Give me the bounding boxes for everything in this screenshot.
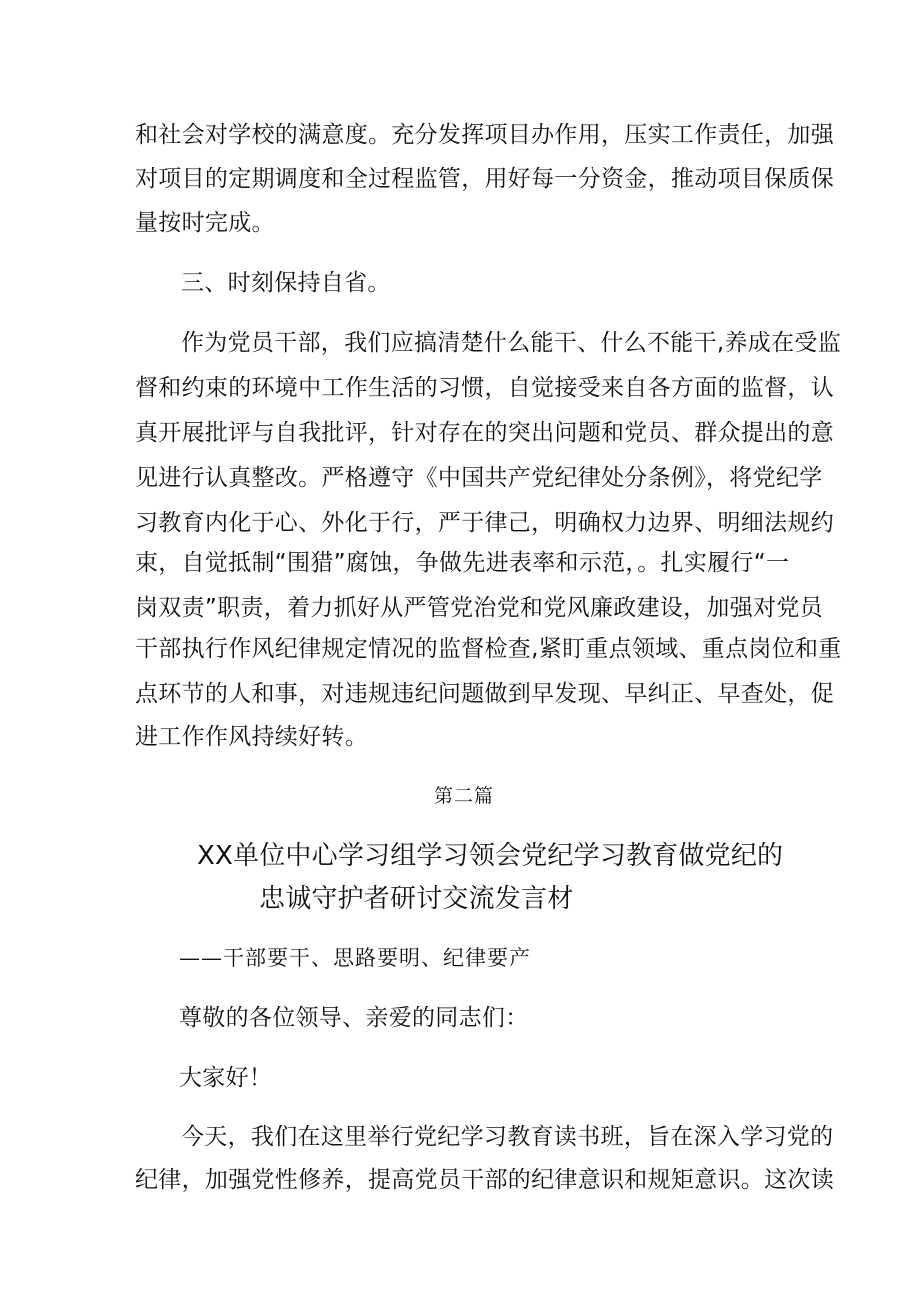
- greeting: 尊敬的各位领导、亲爱的同志们：: [179, 1005, 529, 1031]
- document-subtitle: ——干部要干、思路要明、纪律要产: [179, 946, 531, 970]
- document-title-line2: 忠诚守护者研讨交流发言材: [259, 884, 574, 914]
- salutation: 大家好！: [179, 1065, 273, 1091]
- paragraph-line: 量按时完成。: [135, 210, 275, 236]
- section-heading: 三、时刻保持自省。: [181, 270, 391, 296]
- paragraph-line: 点环节的人和事，对违规违纪问题做到早发现、早纠正、早查处，促: [135, 681, 834, 707]
- paragraph-line: 见进行认真整改。严格遵守《中国共产党纪律处分条例》，将党纪学: [135, 465, 823, 491]
- paragraph-line: 纪律，加强党性修养，提高党员干部的纪律意识和规矩意识。这次读: [135, 1167, 834, 1193]
- paragraph-line: 干部执行作风纪律规定情况的监督检查,紧盯重点领域、重点岗位和重: [135, 636, 842, 662]
- paragraph-line: 进工作作风持续好转。: [135, 724, 368, 750]
- paragraph-line: 和社会对学校的满意度。充分发挥项目办作用，压实工作责任，加强: [135, 122, 834, 148]
- paragraph-line: 今天，我们在这里举行党纪学习教育读书班，旨在深入学习党的: [181, 1124, 834, 1150]
- paragraph-line: 真开展批评与自我批评，针对存在的突出问题和党员、群众提出的意: [135, 420, 834, 446]
- paragraph-line: 对项目的定期调度和全过程监管，用好每一分资金，推动项目保质保: [135, 166, 834, 192]
- part-label: 第二篇: [434, 785, 495, 807]
- paragraph-line: 习教育内化于心、外化于行，严于律己，明确权力边界、明细法规约: [135, 510, 834, 536]
- paragraph-line: 督和约束的环境中工作生活的习惯，自觉接受来自各方面的监督，认: [135, 375, 834, 401]
- paragraph-line: 岗双责”职责，着力抓好从严管党治党和党风廉政建设，加强对党员: [135, 595, 823, 621]
- paragraph-line: 作为党员干部，我们应搞清楚什么能干、什么不能干,养成在受监: [181, 330, 842, 356]
- paragraph-line: 束，自觉抵制“围猎”腐蚀，争做先进表率和示范，。扎实履行“一: [135, 550, 790, 576]
- document-title: XX单位中心学习组学习领会党纪学习教育做党纪的: [197, 841, 784, 871]
